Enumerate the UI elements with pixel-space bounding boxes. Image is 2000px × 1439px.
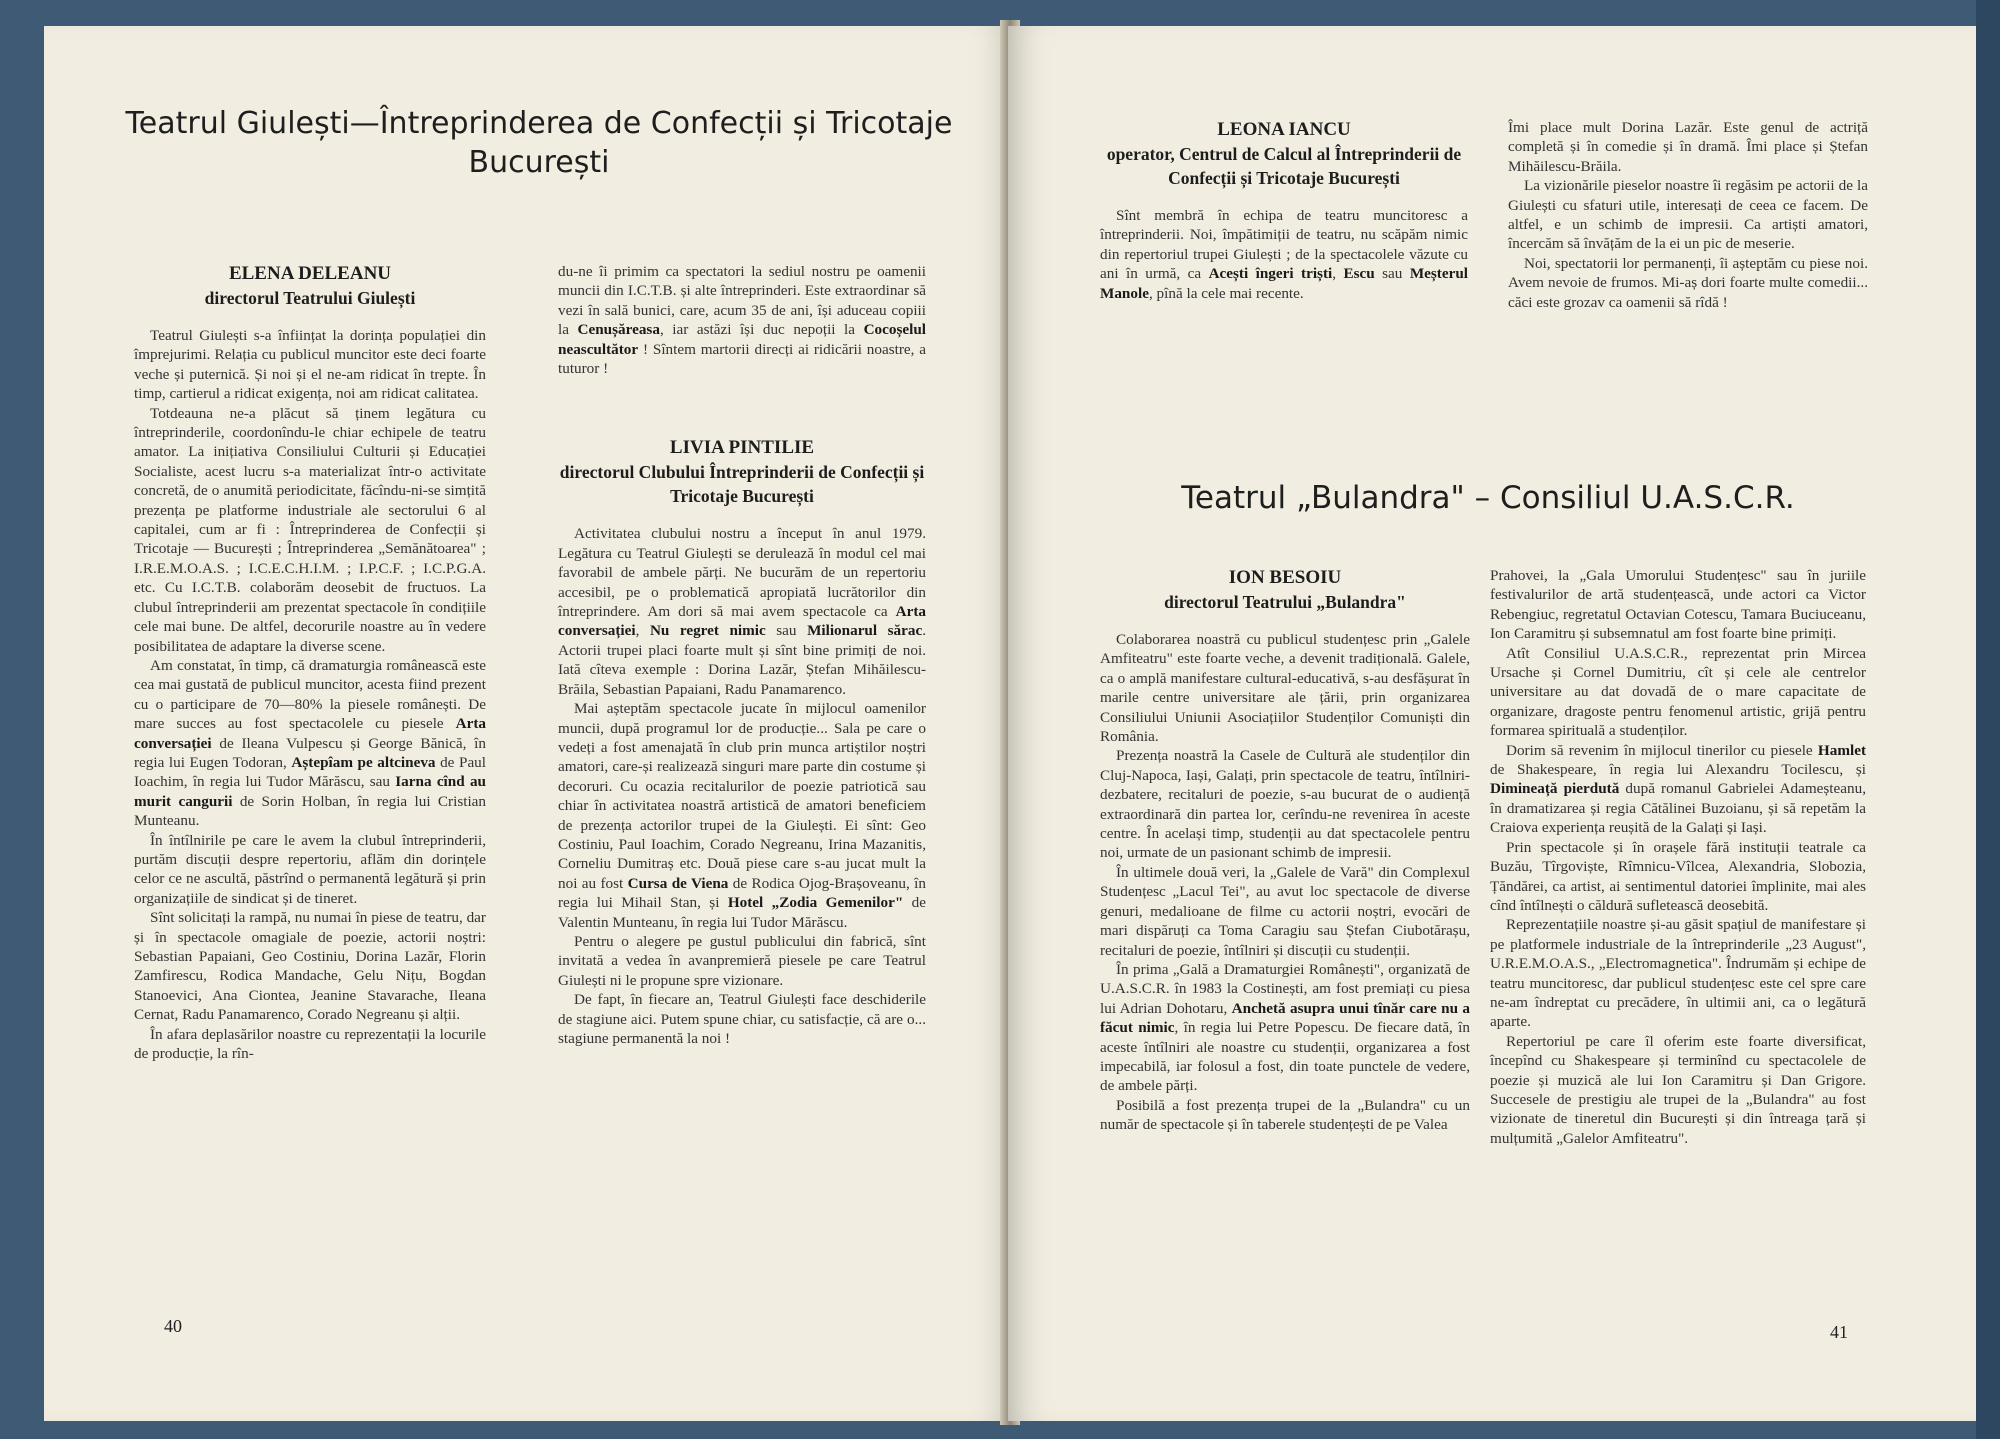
play-title: Escu	[1343, 265, 1375, 283]
left-section-title	[104, 104, 974, 182]
paragraph: Pentru o alegere pe gustul publicului din fabrică, sînt invitată a vedea în avanpremieră piesele pe care Teatrul Giulești ni le propune spre vizionare.	[558, 932, 926, 989]
play-title: Hotel „Zodia Gemenilor"	[727, 894, 904, 912]
paragraph: Mai așteptăm spectacole jucate în mijlocul oamenilor muncii, după programul lor de producție... Sala pe care o vedeți a fost amenajată în club prin munca artiștilor noștri amatori, care-și realizează singuri mare parte din costume și decoruri. Cu ocazia recitalurilor de poezie patriotică sau chiar în activitatea noastră artistică de amatori beneficiem de prezența actorilor trupei de la Giulești. Ei sînt: Geo Costiniu, Paul Ioachim, Corado Negreanu, Irina Mazanitis, Corneliu Dumitraș etc. Două piese care s-au jucat mult la noi au fost Cursa de Viena de Rodica Ojog-Brașoveanu, în regia lui Mihail Stan, și Hotel „Zodia Gemenilor" de Valentin Munteanu, în regia lui Tudor Mărăscu.	[558, 700, 927, 931]
play-title: Cursa de Viena	[627, 874, 729, 892]
paragraph: Reprezentațiile noastre și-au găsit spațiul de manifestare și pe platformele industriale de la întreprinderile „23 August", U.R.E.M.O.A.S., „Electromagnetica". Îndrumăm și echipe de teatru muncitoresc, dar publicul studențesc este cel spre care ne-am îndreptat cu precădere, în ultimii ani, ca o legătură aparte.	[1490, 916, 1866, 1031]
left-column-1	[134, 262, 486, 1063]
author-role: directorul Clubului Întreprinderii de Confecții și Tricotaje București	[559, 462, 925, 507]
author-role: directorul Teatrului Giulești	[204, 288, 416, 308]
paragraph: Prezența noastră la Casele de Cultură ale studenților din Cluj-Napoca, Iași, Galați, prin spectacole de teatru, întîlniri-dezbatere, recitaluri de poezie, s-au bucurat de o audiență extraordinară din partea lor, cerîndu-ne revenirea în aceste centre. În același timp, studenții au dat spectacolele pentru noi, urmate de un pasionant schimb de impresii.	[1100, 747, 1470, 862]
paragraph: În întîlnirile pe care le avem la clubul întreprinderii, purtăm discuții despre repertoriu, aflăm din dorințele celor ce ne ascultă, păstrînd o permanentă legătură și prin organizațiile de sindicat și de tineret.	[134, 831, 486, 907]
play-title: Nu regret nimic	[649, 622, 766, 640]
play-title: Acești îngeri triști	[1208, 265, 1333, 283]
left-title-line1: Teatrul Giulești—Întreprinderea de Confecții și Tricotaje	[125, 106, 953, 141]
paragraph: La vizionările pieselor noastre îi regăsim pe actorii de la Giulești cu sfaturi utile, interesați de ceea ce facem. De altfel, e un schimb de impresii. Ca artiști amatori, încercăm să învățăm de la ei un pic de meserie.	[1508, 177, 1868, 253]
paragraph: Noi, spectatorii lor permanenți, îi așteptăm cu piese noi. Avem nevoie de frumos. Mi-aș dori foarte multe comedii... căci este grozav ca oamenii să rîdă !	[1508, 254, 1868, 311]
play-title: Cocoșelul neascultător	[558, 321, 926, 358]
paragraph: În afara deplasărilor noastre cu reprezentații la locurile de producție, la rîn-	[134, 1025, 486, 1063]
paragraph: Sînt membră în echipa de teatru muncitoresc a întreprinderii. Noi, împătimiții de teatru, nu scăpăm nimic din repertoriul trupei Giulești ; de la spectacolele văzute cu ani în urmă, ca Acești îngeri triști, Escu sau Meșterul Manole, pînă la cele mai recente.	[1100, 207, 1469, 302]
right-section-title: Teatrul „Bulandra" – Consiliul U.A.S.C.R.	[1181, 480, 1795, 516]
play-title: Hamlet	[1817, 741, 1866, 759]
page-number-left: 40	[164, 1316, 182, 1336]
paragraph: De fapt, în fiecare an, Teatrul Giulești face deschiderile de stagiune aici. Putem spune chiar, cu satisfacție, că are o... stagiune permanentă la noi !	[558, 991, 926, 1047]
author-leona-iancu	[1100, 118, 1468, 190]
author-livia-pintilie	[558, 436, 926, 508]
show-through-text	[1248, 428, 1948, 462]
play-title: Arta conversației	[134, 715, 486, 752]
play-title: Aștepîam pe altcineva	[291, 753, 436, 771]
paragraph: Sînt solicitați la rampă, nu numai în piese de teatru, dar și în spectacole omagiale de poezie, actorii noștri: Sebastian Papaiani, Geo Costiniu, Dorina Lazăr, Florin Zamfirescu, Rodica Mandache, Gelu Nițu, Bogdan Stanoevici, Ana Ciontea, Jeanine Stavarache, Ileana Cernat, Radu Panamarenco, Corado Negreanu și alții.	[134, 909, 486, 1024]
play-title: Milionarul sărac	[807, 622, 923, 640]
right-top-column-1	[1100, 118, 1468, 303]
play-title: Iarna cînd au murit cangurii	[134, 773, 486, 810]
author-name: ION BESOIU	[1228, 567, 1342, 588]
page-number-right: 41	[1830, 1322, 1848, 1342]
play-title: Arta conversației	[558, 603, 926, 640]
paragraph: Am constatat, în timp, că dramaturgia românească este cea mai gustată de publicul muncitor, acesta fiind prezent cu o participare de 70—80% la piesele românești. De mare succes au fost spectacolele cu piesele Arta conversației de Ileana Vulpescu și George Bănică, în regia lui Eugen Todoran, Aștepîam pe altcineva de Paul Ioachim, în regia lui Tudor Mărăscu, sau Iarna cînd au murit cangurii de Sorin Holban, în regia lui Cristian Munteanu.	[134, 656, 487, 830]
paragraph: În ultimele două veri, la „Galele de Vară" din Complexul Studențesc „Lacul Tei", au avut loc spectacole de diverse genuri, medalioane de filme cu actorii noștri, evocări de mari dispăruți ca Toma Caragiu sau Ștefan Ciubotărașu, recitaluri de poezie, întîlniri și discuții cu studenții.	[1100, 863, 1470, 959]
author-elena-deleanu	[134, 262, 486, 310]
left-page	[44, 26, 1014, 1421]
author-role: operator, Centrul de Calcul al Întreprinderii de Confecții și Tricotaje București	[1106, 144, 1462, 188]
play-title: Cenușăreasa	[577, 321, 660, 339]
paragraph: Colaborarea noastră cu publicul studențesc prin „Galele Amfiteatru" este foarte veche, a devenit tradițională. Galele, ca o amplă manifestare cultural-educativă, s-au desfășurat în marile centre universitare ale țării, prin organizarea Consiliului Uniunii Asociațiilor Studenților Comuniști din România.	[1100, 631, 1470, 746]
book-cover-edge	[1976, 0, 2000, 1439]
author-role: directorul Teatrului „Bulandra"	[1164, 592, 1406, 612]
paragraph: Prahovei, la „Gala Umorului Studențesc" sau în juriile festivalurilor de artă studențească, unde actori ca Victor Rebengiuc, regretatul Octavian Cotescu, Tamara Buciuceanu, Ion Caramitru și subsemnatul am fost foarte bine primiți.	[1490, 567, 1866, 643]
right-column-1	[1100, 566, 1470, 1135]
play-title: Anchetă asupra unui tînăr care nu a făcut nimic	[1100, 999, 1470, 1037]
paragraph: du-ne îi primim ca spectatori la sediul nostru pe oamenii muncii din I.C.T.B. și alte întreprinderi. Este extraordinar să vezi în sală bunici, care, acum 35 de ani, își aduceau copiii la Cenușăreasa, iar astăzi își duc nepoții la Cocoșelul neascultător ! Sîntem martorii direcți ai ridicării noastre, a tuturor !	[558, 263, 926, 378]
play-title: Meșterul Manole	[1100, 265, 1469, 302]
paragraph: Repertoriul pe care îl oferim este foarte diversificat, începînd cu Shakespeare și terminînd cu spectacolele de poezie și muzică ale lui Ion Caramitru și Dan Grigore. Succesele de prestigiu ale trupei de la „Bulandra" au fost vizionate de tineretul din București și din întreaga țară și mulțumită „Galelor Amfiteatru".	[1490, 1032, 1866, 1147]
paragraph: Posibilă a fost prezența trupei de la „Bulandra" cu un număr de spectacole și în taberele studențești de pe Valea	[1100, 1096, 1470, 1134]
right-top-column-2	[1508, 118, 1868, 312]
paragraph: Activitatea clubului nostru a început în anul 1979. Legătura cu Teatrul Giulești se derulează în modul cel mai favorabil de ambele părți. Ne bucurăm de un repertoriu accesibil, pe o problematică apropiată lucrătorilor din întreprindere. Am dori să mai avem spectacole ca Arta conversației, Nu regret nimic sau Milionarul sărac. Actorii trupei placi foarte mult și sînt bine primiți de noi. Iată cîteva exemple : Dorina Lazăr, Ștefan Mihăilescu-Brăila, Sebastian Papaiani, Radu Panamarenco.	[558, 525, 926, 698]
play-title: Dimineață pierdută	[1490, 780, 1620, 798]
paragraph: În prima „Gală a Dramaturgiei Românești", organizată de U.A.S.C.R. în 1983 la Costinești, am fost premiați cu piesa lui Adrian Dohotaru, Anchetă asupra unui tînăr care nu a făcut nimic, în regia lui Petre Popescu. De fiecare dată, în aceste întîlniri ale noastre cu studenții, organizarea a fost impecabilă, iar folosul a fost, din toate punctele de vedere, de ambele părți.	[1100, 960, 1470, 1095]
paragraph: Prin spectacole și în orașele fără instituții teatrale ca Buzău, Tîrgoviște, Rîmnicu-Vîlcea, Alexandria, Slobozia, Țăndărei, ca artist, ai sentimentul datoriei împlinite, mai ales cînd întîlnești o căldură sufletească deosebită.	[1490, 838, 1866, 914]
paragraph: Atît Consiliul U.A.S.C.R., reprezentat prin Mircea Ursache și Cornel Dumitriu, cît și cele ale centrelor universitare au dat dovadă de o mare capacitate de organizare, dragoste pentru fenomenul artistic, grijă pentru formarea spirituală a studenților.	[1490, 644, 1866, 740]
paragraph: Îmi place mult Dorina Lazăr. Este genul de actriță completă și în comedie și în dramă. Îmi place și Ștefan Mihăilescu-Brăila.	[1508, 119, 1868, 175]
author-name: LEONA IANCU	[1217, 119, 1351, 140]
paragraph: Teatrul Giulești s-a înființat la dorința populației din împrejurimi. Relația cu publicul muncitor este deci foarte veche și puternică. Și noi și el ne-am ridicat în trepte. În timp, cartierul a ridicat exigența, noi am ridicat calitatea.	[134, 327, 486, 403]
author-ion-besoiu	[1100, 566, 1470, 614]
left-title-line2: București	[468, 145, 610, 180]
right-page	[1008, 26, 1976, 1421]
author-name: LIVIA PINTILIE	[669, 437, 815, 459]
author-name: ELENA DELEANU	[228, 263, 392, 284]
paragraph: Totdeauna ne-a plăcut să ținem legătura cu întreprinderile, coordonîndu-le chiar echipele de teatru amator. La inițiativa Consiliului Culturii și Educației Socialiste, acest lucru s-a materializat într-o activitate concretă, de o anumită periodicitate, făcîndu-ni-se simțită prezența pe platforme industriale ale sectorului 6 al capitalei, cum ar fi : Întreprinderea de Confecții și Tricotaje — București ; Întreprinderea „Semănătoarea" ; I.R.E.M.O.A.S. ; I.C.E.C.H.I.M. ; I.P.C.F. ; I.C.P.G.A. etc. Cu I.C.T.B. colaborăm deosebit de fructuos. La clubul întreprinderii am prezentat spectacole în condițiile cele mai bune. De altfel, decorurile noastre au în vedere posibilitatea de adaptare la diverse scene.	[134, 404, 486, 655]
right-column-2	[1490, 566, 1866, 1148]
left-column-2	[558, 262, 926, 1048]
paragraph: Dorim să revenim în mijlocul tinerilor cu piesele Hamlet de Shakespeare, în regia lui Alexandru Tocilescu, și Dimineață pierdută după romanul Gabrielei Adameșteanu, în dramatizarea și regia Cătălinei Buzoianu, și să repetăm la Craiova experiența reușită de la Galați și Iași.	[1490, 741, 1866, 837]
